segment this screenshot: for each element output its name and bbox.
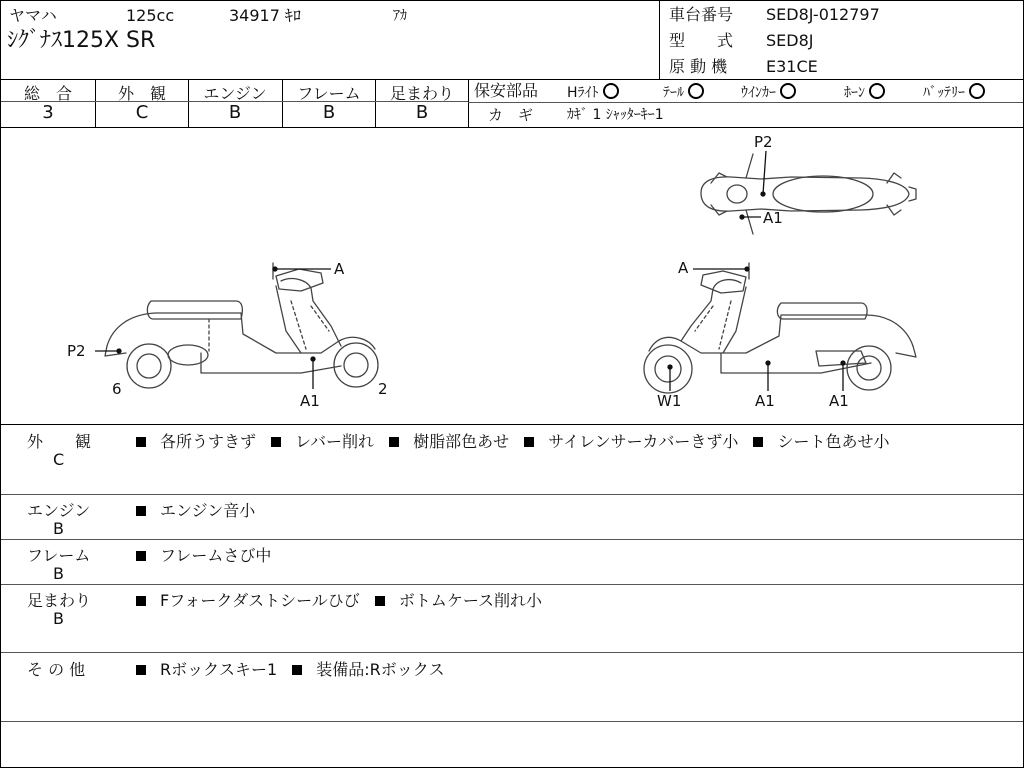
safety-battery: ﾊﾞｯﾃﾘｰ [923,83,985,102]
engine-value: E31CE [766,57,818,76]
safety-winker: ｳｲﾝｶｰ [741,83,796,102]
safety-headlight: Hﾗｲﾄ [567,83,619,102]
diagram-label: A1 [763,209,783,227]
diagram-label: A1 [755,392,775,410]
type-value: SED8J [766,31,814,50]
note-suspension-grade: B [53,609,64,628]
maker: ヤマハ [9,6,57,25]
note-exterior-grade: C [53,450,65,469]
mileage: 34917 ｷﾛ [229,6,301,25]
engine-label: 原 動 機 [669,57,728,76]
note-engine-label: エンジン [27,501,91,520]
diagram-label: P2 [754,133,773,151]
color: ｱｶ [393,8,407,24]
type-label: 型 式 [669,31,734,50]
grade-suspension-label: 足まわり [389,84,454,103]
grade-frame-label: フレーム [297,84,361,103]
scooter-left-view [105,263,378,388]
safety-label: 保安部品 [474,81,539,100]
note-exterior-label: 外 観 [27,432,92,451]
diagram-label: A [334,260,345,278]
diagram-label: W1 [657,392,682,410]
safety-taillight: ﾃｰﾙ [663,83,704,102]
note-other-label: そ の 他 [27,660,86,679]
grade-engine-value: B [228,102,242,123]
diagram-label: A1 [829,392,849,410]
note-engine-grade: B [53,519,64,538]
note-suspension-label: 足まわり [27,591,92,610]
note-suspension-items: Fフォークダストシールひび ボトムケース削れ小 [136,588,552,611]
grade-exterior-value: C [135,102,149,123]
diagram-label: A [678,259,689,277]
damage-diagram [1,128,1023,424]
key-label: カ ギ [488,106,534,124]
diagram-label: P2 [67,342,86,360]
grade-exterior-label: 外 観 [117,84,166,103]
frame-no: SED8J-012797 [766,5,880,24]
ok-circle-icon [969,83,985,99]
note-other-items: Rボックスキー1 装備品:Rボックス [136,657,455,680]
ok-circle-icon [603,83,619,99]
ok-circle-icon [780,83,796,99]
key-value: ｶｷﾞ 1 ｼｬｯﾀｰｷｰ1 [567,107,664,123]
note-frame-label: フレーム [27,546,91,565]
frame-no-label: 車台番号 [669,5,734,24]
diagram-label: 6 [112,380,122,398]
ok-circle-icon [869,83,885,99]
scooter-top-view [701,154,916,234]
ok-circle-icon [688,83,704,99]
note-engine-items: エンジン音小 [136,498,265,521]
grade-suspension-value: B [415,102,429,123]
note-frame-grade: B [53,564,64,583]
diagram-label: A1 [300,392,320,410]
safety-horn: ﾎｰﾝ [844,83,885,102]
scooter-right-view [644,263,916,393]
grade-engine-label: エンジン [203,84,267,103]
grade-total-label: 総 合 [23,84,72,103]
grade-frame-value: B [322,102,336,123]
displacement: 125cc [126,6,175,25]
grade-total-value: 3 [42,102,54,123]
diagram-label: 2 [378,380,388,398]
note-frame-items: フレームさび中 [136,543,281,566]
note-exterior-items: 各所うすきず レバー削れ 樹脂部色あせ サイレンサーカバーきず小 シート色あせ小 [136,429,899,452]
model-name: ｼｸﾞﾅｽ125X SR [7,28,156,53]
